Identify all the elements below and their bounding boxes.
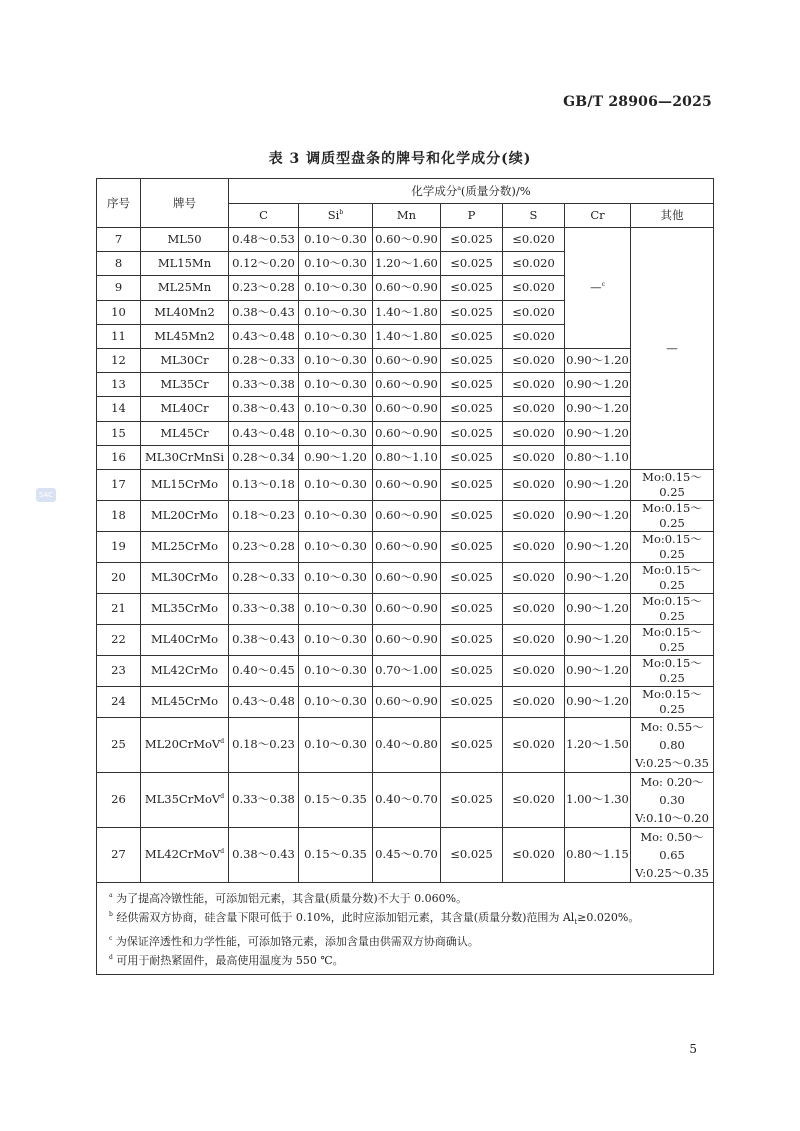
cell-seq: 9 (97, 276, 141, 300)
cell-s: ≤0.020 (503, 686, 565, 717)
cell-s: ≤0.020 (503, 772, 565, 827)
cell-seq: 13 (97, 373, 141, 397)
cell-cr: 0.90～1.20 (565, 531, 631, 562)
cell-cr: 0.90～1.20 (565, 421, 631, 445)
cell-si: 0.10～0.30 (299, 228, 373, 252)
cell-grade: ML35Cr (141, 373, 229, 397)
cell-c: 0.40～0.45 (229, 655, 299, 686)
table-title: 表 3 调质型盘条的牌号和化学成分(续) (268, 151, 532, 167)
header-seq: 序号 (97, 179, 141, 228)
cell-p: ≤0.025 (441, 469, 503, 500)
cell-p: ≤0.025 (441, 772, 503, 827)
cell-seq: 22 (97, 624, 141, 655)
cell-seq: 17 (97, 469, 141, 500)
cell-cr: 0.90～1.20 (565, 686, 631, 717)
cell-c: 0.12～0.20 (229, 252, 299, 276)
cell-s: ≤0.020 (503, 252, 565, 276)
cell-mn: 0.60～0.90 (373, 593, 441, 624)
cell-cr: 0.90～1.20 (565, 397, 631, 421)
header-s: S (503, 204, 565, 228)
cell-p: ≤0.025 (441, 300, 503, 324)
cell-other: Mo:0.15～0.25 (631, 593, 714, 624)
cell-seq: 26 (97, 772, 141, 827)
cell-p: ≤0.025 (441, 228, 503, 252)
cell-other: Mo:0.15～0.25 (631, 624, 714, 655)
cell-si: 0.15～0.35 (299, 827, 373, 882)
cell-seq: 23 (97, 655, 141, 686)
table-row (97, 562, 714, 593)
cell-grade: ML50 (141, 228, 229, 252)
header-p: P (441, 204, 503, 228)
cell-p: ≤0.025 (441, 421, 503, 445)
notes-row (97, 882, 714, 974)
cell-s: ≤0.020 (503, 469, 565, 500)
page-number: 5 (689, 1042, 697, 1056)
cell-other: Mo: 0.55～0.80 V:0.25～0.35 (631, 717, 714, 772)
table-row (97, 827, 714, 882)
cell-s: ≤0.020 (503, 827, 565, 882)
cell-cr: 0.80～1.15 (565, 827, 631, 882)
cell-c: 0.33～0.38 (229, 373, 299, 397)
cell-grade: ML25CrMo (141, 531, 229, 562)
cell-mn: 0.60～0.90 (373, 397, 441, 421)
cell-cr: 0.90～1.20 (565, 373, 631, 397)
cell-cr: 0.80～1.10 (565, 445, 631, 469)
cell-grade: ML42CrMoV$^d$ (141, 827, 229, 882)
cell-other: Mo: 0.50～0.65 V:0.25～0.35 (631, 827, 714, 882)
cell-grade: ML45Mn2 (141, 324, 229, 348)
cell-s: ≤0.020 (503, 276, 565, 300)
header-c: C (229, 204, 299, 228)
cell-cr: 0.90～1.20 (565, 593, 631, 624)
table-row (97, 397, 714, 421)
cell-seq: 27 (97, 827, 141, 882)
cell-grade: ML15Mn (141, 252, 229, 276)
cell-mn: 0.60～0.90 (373, 373, 441, 397)
cell-si: 0.10～0.30 (299, 562, 373, 593)
cell-seq: 16 (97, 445, 141, 469)
cell-si: 0.10～0.30 (299, 276, 373, 300)
cell-mn: 1.40～1.80 (373, 324, 441, 348)
cell-c: 0.33～0.38 (229, 593, 299, 624)
cell-grade: ML40CrMo (141, 624, 229, 655)
cell-c: 0.18～0.23 (229, 500, 299, 531)
cell-s: ≤0.020 (503, 655, 565, 686)
table-row (97, 445, 714, 469)
cell-c: 0.38～0.43 (229, 624, 299, 655)
cell-si: 0.10～0.30 (299, 500, 373, 531)
cell-mn: 0.60～0.90 (373, 531, 441, 562)
header-mn: Mn (373, 204, 441, 228)
cell-seq: 12 (97, 348, 141, 372)
cell-si: 0.10～0.30 (299, 655, 373, 686)
cell-cr: 0.90～1.20 (565, 500, 631, 531)
cell-c: 0.23～0.28 (229, 531, 299, 562)
cell-other: Mo:0.15～0.25 (631, 562, 714, 593)
cell-grade: ML42CrMo (141, 655, 229, 686)
cell-seq: 15 (97, 421, 141, 445)
cell-p: ≤0.025 (441, 717, 503, 772)
cell-p: ≤0.025 (441, 562, 503, 593)
cell-grade: ML20CrMoV$^d$ (141, 717, 229, 772)
cell-s: ≤0.020 (503, 300, 565, 324)
cell-grade: ML15CrMo (141, 469, 229, 500)
cell-s: ≤0.020 (503, 421, 565, 445)
cell-mn: 0.60～0.90 (373, 228, 441, 252)
note-b: $^b$ 经供需双方协商，硅含量下限可低于 0.10%，此时应添加铝元素，其含量(质量分数)范围为 $Al_t\ge 0.020\%$。 (109, 910, 640, 927)
cell-grade: ML35CrMo (141, 593, 229, 624)
cell-p: ≤0.025 (441, 276, 503, 300)
cell-cr: 1.20～1.50 (565, 717, 631, 772)
cell-mn: 0.70～1.00 (373, 655, 441, 686)
cell-c: 0.28～0.34 (229, 445, 299, 469)
cell-mn: 0.60～0.90 (373, 562, 441, 593)
cell-seq: 10 (97, 300, 141, 324)
cell-c: 0.38～0.43 (229, 827, 299, 882)
cell-grade: ML25Mn (141, 276, 229, 300)
cell-seq: 25 (97, 717, 141, 772)
cell-p: ≤0.025 (441, 593, 503, 624)
cell-si: 0.15～0.35 (299, 772, 373, 827)
note-c: $^c$ 为保证淬透性和力学性能，可添加铬元素，添加含量由供需双方协商确认。 (109, 935, 479, 949)
cell-other: Mo:0.15～0.25 (631, 531, 714, 562)
cell-p: ≤0.025 (441, 373, 503, 397)
cell-si: 0.10～0.30 (299, 324, 373, 348)
note-d: $^d$ 可用于耐热紧固件，最高使用温度为 550 ℃。 (109, 954, 344, 968)
cell-grade: ML30CrMo (141, 562, 229, 593)
cell-mn: 0.60～0.90 (373, 624, 441, 655)
cell-s: ≤0.020 (503, 445, 565, 469)
cell-si: 0.10～0.30 (299, 300, 373, 324)
table-row (97, 686, 714, 717)
cell-grade: ML35CrMoV$^d$ (141, 772, 229, 827)
cell-other: Mo:0.15～0.25 (631, 686, 714, 717)
cell-mn: 0.60～0.90 (373, 686, 441, 717)
cell-s: ≤0.020 (503, 324, 565, 348)
cell-s: ≤0.020 (503, 593, 565, 624)
cell-grade: ML45CrMo (141, 686, 229, 717)
cell-other: Mo:0.15～0.25 (631, 655, 714, 686)
header-composition: 化学成分$^a$(质量分数)/% (229, 179, 714, 204)
table-row (97, 624, 714, 655)
cell-si: 0.10～0.30 (299, 531, 373, 562)
cell-p: ≤0.025 (441, 348, 503, 372)
cell-c: 0.43～0.48 (229, 686, 299, 717)
cell-seq: 14 (97, 397, 141, 421)
cell-mn: 0.60～0.90 (373, 348, 441, 372)
table-row (97, 421, 714, 445)
table-row (97, 593, 714, 624)
cell-p: ≤0.025 (441, 252, 503, 276)
cell-mn: 0.60～0.90 (373, 500, 441, 531)
cell-cr: 1.00～1.30 (565, 772, 631, 827)
cell-seq: 8 (97, 252, 141, 276)
cell-s: ≤0.020 (503, 397, 565, 421)
cell-mn: 0.60～0.90 (373, 421, 441, 445)
cell-cr: 0.90～1.20 (565, 562, 631, 593)
cell-s: ≤0.020 (503, 717, 565, 772)
cell-seq: 11 (97, 324, 141, 348)
cell-grade: ML20CrMo (141, 500, 229, 531)
table-row (97, 228, 714, 252)
table-row (97, 373, 714, 397)
cell-mn: 0.60～0.90 (373, 276, 441, 300)
cell-grade: ML40Mn2 (141, 300, 229, 324)
table-row (97, 469, 714, 500)
cell-c: 0.38～0.43 (229, 300, 299, 324)
cell-cr: 0.90～1.20 (565, 348, 631, 372)
cell-s: ≤0.020 (503, 624, 565, 655)
cell-seq: 20 (97, 562, 141, 593)
cell-p: ≤0.025 (441, 686, 503, 717)
cell-p: ≤0.025 (441, 500, 503, 531)
cell-si: 0.10～0.30 (299, 686, 373, 717)
cell-si: 0.10～0.30 (299, 469, 373, 500)
cell-c: 0.28～0.33 (229, 562, 299, 593)
cell-other-merged: — (631, 228, 714, 470)
cell-s: ≤0.020 (503, 373, 565, 397)
table-row (97, 655, 714, 686)
cell-cr-merged: —$^c$ (565, 228, 631, 349)
header-grade: 牌号 (141, 179, 229, 228)
cell-s: ≤0.020 (503, 562, 565, 593)
cell-seq: 18 (97, 500, 141, 531)
cell-p: ≤0.025 (441, 324, 503, 348)
cell-grade: ML30CrMnSi (141, 445, 229, 469)
table-notes (97, 882, 714, 974)
table-row (97, 348, 714, 372)
cell-s: ≤0.020 (503, 348, 565, 372)
cell-p: ≤0.025 (441, 445, 503, 469)
cell-p: ≤0.025 (441, 624, 503, 655)
cell-s: ≤0.020 (503, 531, 565, 562)
cell-c: 0.43～0.48 (229, 324, 299, 348)
cell-si: 0.10～0.30 (299, 717, 373, 772)
header-si: Si$^b$ (299, 204, 373, 228)
cell-grade: ML45Cr (141, 421, 229, 445)
cell-si: 0.10～0.30 (299, 593, 373, 624)
composition-table (96, 178, 714, 975)
cell-si: 0.10～0.30 (299, 421, 373, 445)
cell-seq: 19 (97, 531, 141, 562)
table-row (97, 772, 714, 827)
header-cr: Cr (565, 204, 631, 228)
table-row (97, 500, 714, 531)
cell-c: 0.23～0.28 (229, 276, 299, 300)
note-a: $^a$ 为了提高冷镦性能，可添加铝元素，其含量(质量分数)不大于 0.060%。 (109, 891, 468, 905)
table-row (97, 717, 714, 772)
cell-p: ≤0.025 (441, 397, 503, 421)
cell-cr: 0.90～1.20 (565, 655, 631, 686)
header-other: 其他 (631, 204, 714, 228)
cell-mn: 0.40～0.80 (373, 717, 441, 772)
cell-si: 0.10～0.30 (299, 397, 373, 421)
cell-si: 0.10～0.30 (299, 252, 373, 276)
standard-number: GB/T 28906—2025 (563, 94, 712, 110)
cell-mn: 0.45～0.70 (373, 827, 441, 882)
table-row (97, 531, 714, 562)
cell-c: 0.28～0.33 (229, 348, 299, 372)
cell-other: Mo: 0.20～0.30 V:0.10～0.20 (631, 772, 714, 827)
watermark-logo: SAC (36, 488, 56, 502)
cell-seq: 21 (97, 593, 141, 624)
cell-si: 0.90～1.20 (299, 445, 373, 469)
cell-c: 0.13～0.18 (229, 469, 299, 500)
cell-p: ≤0.025 (441, 655, 503, 686)
cell-seq: 7 (97, 228, 141, 252)
cell-other: Mo:0.15～0.25 (631, 469, 714, 500)
cell-mn: 0.80～1.10 (373, 445, 441, 469)
cell-c: 0.33～0.38 (229, 772, 299, 827)
cell-mn: 0.40～0.70 (373, 772, 441, 827)
cell-grade: ML40Cr (141, 397, 229, 421)
cell-cr: 0.90～1.20 (565, 469, 631, 500)
cell-mn: 0.60～0.90 (373, 469, 441, 500)
cell-seq: 24 (97, 686, 141, 717)
cell-s: ≤0.020 (503, 500, 565, 531)
cell-c: 0.48～0.53 (229, 228, 299, 252)
cell-mn: 1.20～1.60 (373, 252, 441, 276)
cell-cr: 0.90～1.20 (565, 624, 631, 655)
cell-grade: ML30Cr (141, 348, 229, 372)
cell-si: 0.10～0.30 (299, 348, 373, 372)
cell-si: 0.10～0.30 (299, 624, 373, 655)
cell-s: ≤0.020 (503, 228, 565, 252)
cell-c: 0.38～0.43 (229, 397, 299, 421)
cell-c: 0.18～0.23 (229, 717, 299, 772)
cell-c: 0.43～0.48 (229, 421, 299, 445)
cell-p: ≤0.025 (441, 531, 503, 562)
cell-other: Mo:0.15～0.25 (631, 500, 714, 531)
cell-p: ≤0.025 (441, 827, 503, 882)
cell-si: 0.10～0.30 (299, 373, 373, 397)
cell-mn: 1.40～1.80 (373, 300, 441, 324)
